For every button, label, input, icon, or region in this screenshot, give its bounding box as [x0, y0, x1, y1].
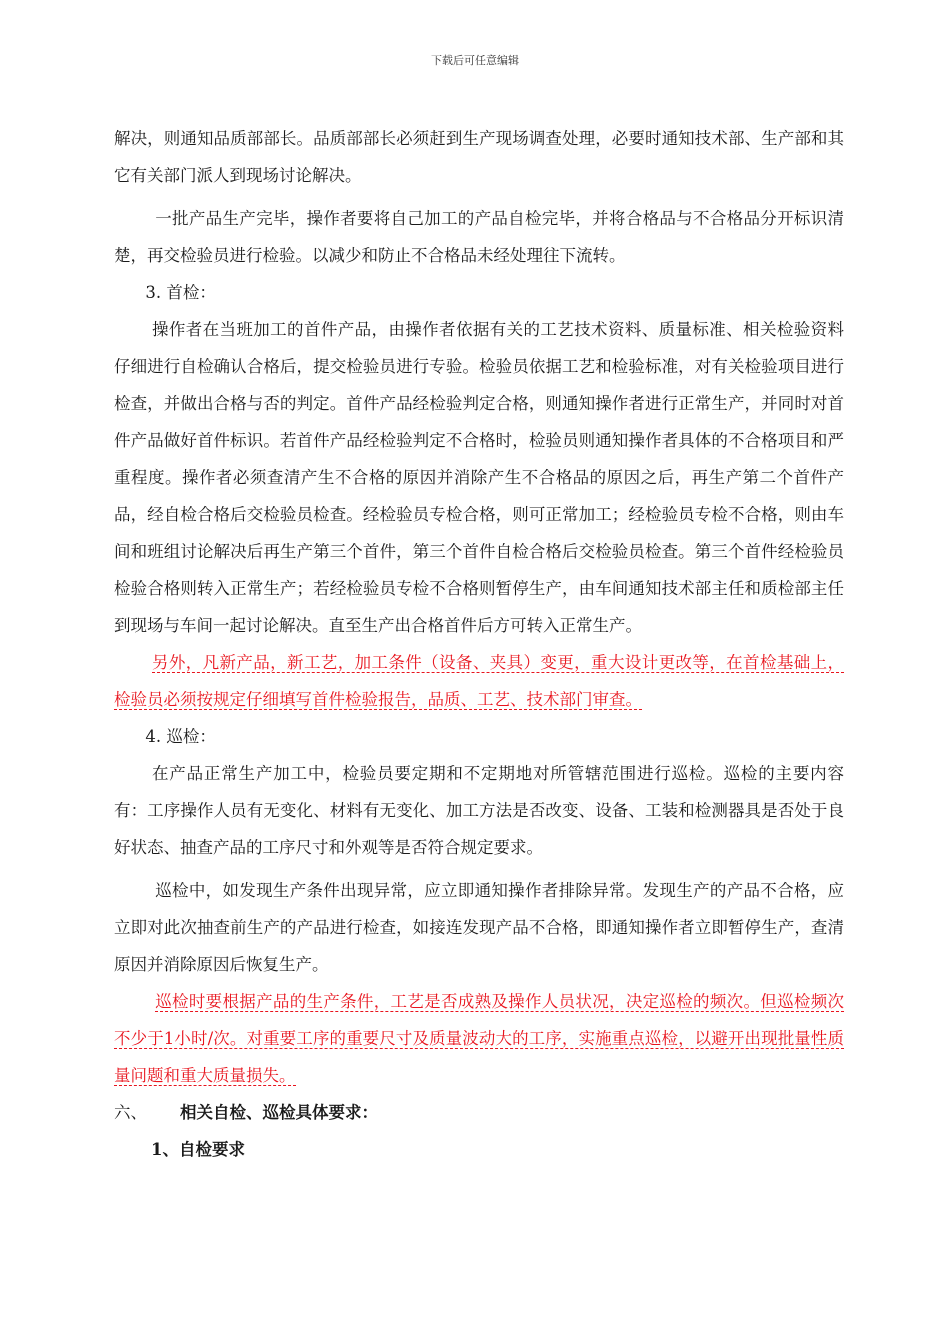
paragraph: 解决，则通知品质部部长。品质部部长必须赶到生产现场调查处理，必要时通知技术部、生产部和其它有关部门派人到现场讨论解决。 — [114, 129, 844, 185]
underlined-text: 巡检时要根据产品的生产条件，工艺是否成熟及操作人员状况，决定巡检的频次。但巡检频次不少于1小时/次。对重要工序的重要尺寸及质量波动大的工序，实施重点巡检，以避开出现批量性质量问题和重大质量损失。 — [114, 992, 844, 1085]
section-title: 相关自检、巡检具体要求： — [180, 1103, 378, 1122]
subheading-first-inspection: 3. 首检： — [145, 283, 216, 302]
document-body — [114, 120, 844, 1168]
section-heading-6 — [114, 1094, 844, 1131]
subsection-heading: 1、自检要求 — [151, 1140, 245, 1159]
paragraph: 一批产品生产完毕，操作者要将自己加工的产品自检完毕，并将合格品与不合格品分开标识清楚，再交检验员进行检验。以减少和防止不合格品未经处理往下流转。 — [114, 209, 844, 265]
highlighted-paragraph — [114, 983, 844, 1094]
page-header: 下载后可任意编辑 — [431, 54, 519, 67]
paragraph: 巡检中，如发现生产条件出现异常，应立即通知操作者排除异常。发现生产的产品不合格，应立即对此次抽查前生产的产品进行检查，如接连发现产品不合格，即通知操作者立即暂停生产，查清原因并消除原因后恢复生产。 — [114, 881, 844, 974]
paragraph: 操作者在当班加工的首件产品，由操作者依据有关的工艺技术资料、质量标准、相关检验资料仔细进行自检确认合格后，提交检验员进行专验。检验员依据工艺和检验标准，对有关检验项目进行检查，并做出合格与否的判定。首件产品经检验判定合格，则通知操作者进行正常生产，并同时对首件产品做好首件标识。若首件产品经检验判定不合格时，检验员则通知操作者具体的不合格项目和严重程度。操作者必须查清产生不合格的原因并消除产生不合格品的原因之后，再生产第二个首件产品，经自检合格后交检验员检查。经检验员专检合格，则可正常加工；经检验员专检不合格，则由车间和班组讨论解决后再生产第三个首件，第三个首件自检合格后交检验员检查。第三个首件经检验员检验合格则转入正常生产；若经检验员专检不合格则暂停生产，由车间通知技术部主任和质检部主任到现场与车间一起讨论解决。直至生产出合格首件后方可转入正常生产。 — [114, 320, 844, 635]
underlined-text: 另外，凡新产品，新工艺，加工条件（设备、夹具）变更，重大设计更改等，在首检基础上，检验员必须按规定仔细填写首件检验报告，品质、工艺、技术部门审查。 — [114, 653, 844, 709]
paragraph: 在产品正常生产加工中，检验员要定期和不定期地对所管辖范围进行巡检。巡检的主要内容有：工序操作人员有无变化、材料有无变化、加工方法是否改变、设备、工装和检测器具是否处于良好状态、抽查产品的工序尺寸和外观等是否符合规定要求。 — [114, 764, 844, 857]
section-number: 六、 — [114, 1103, 147, 1122]
subheading-patrol-inspection: 4. 巡检： — [145, 727, 216, 746]
highlighted-paragraph — [114, 644, 844, 718]
